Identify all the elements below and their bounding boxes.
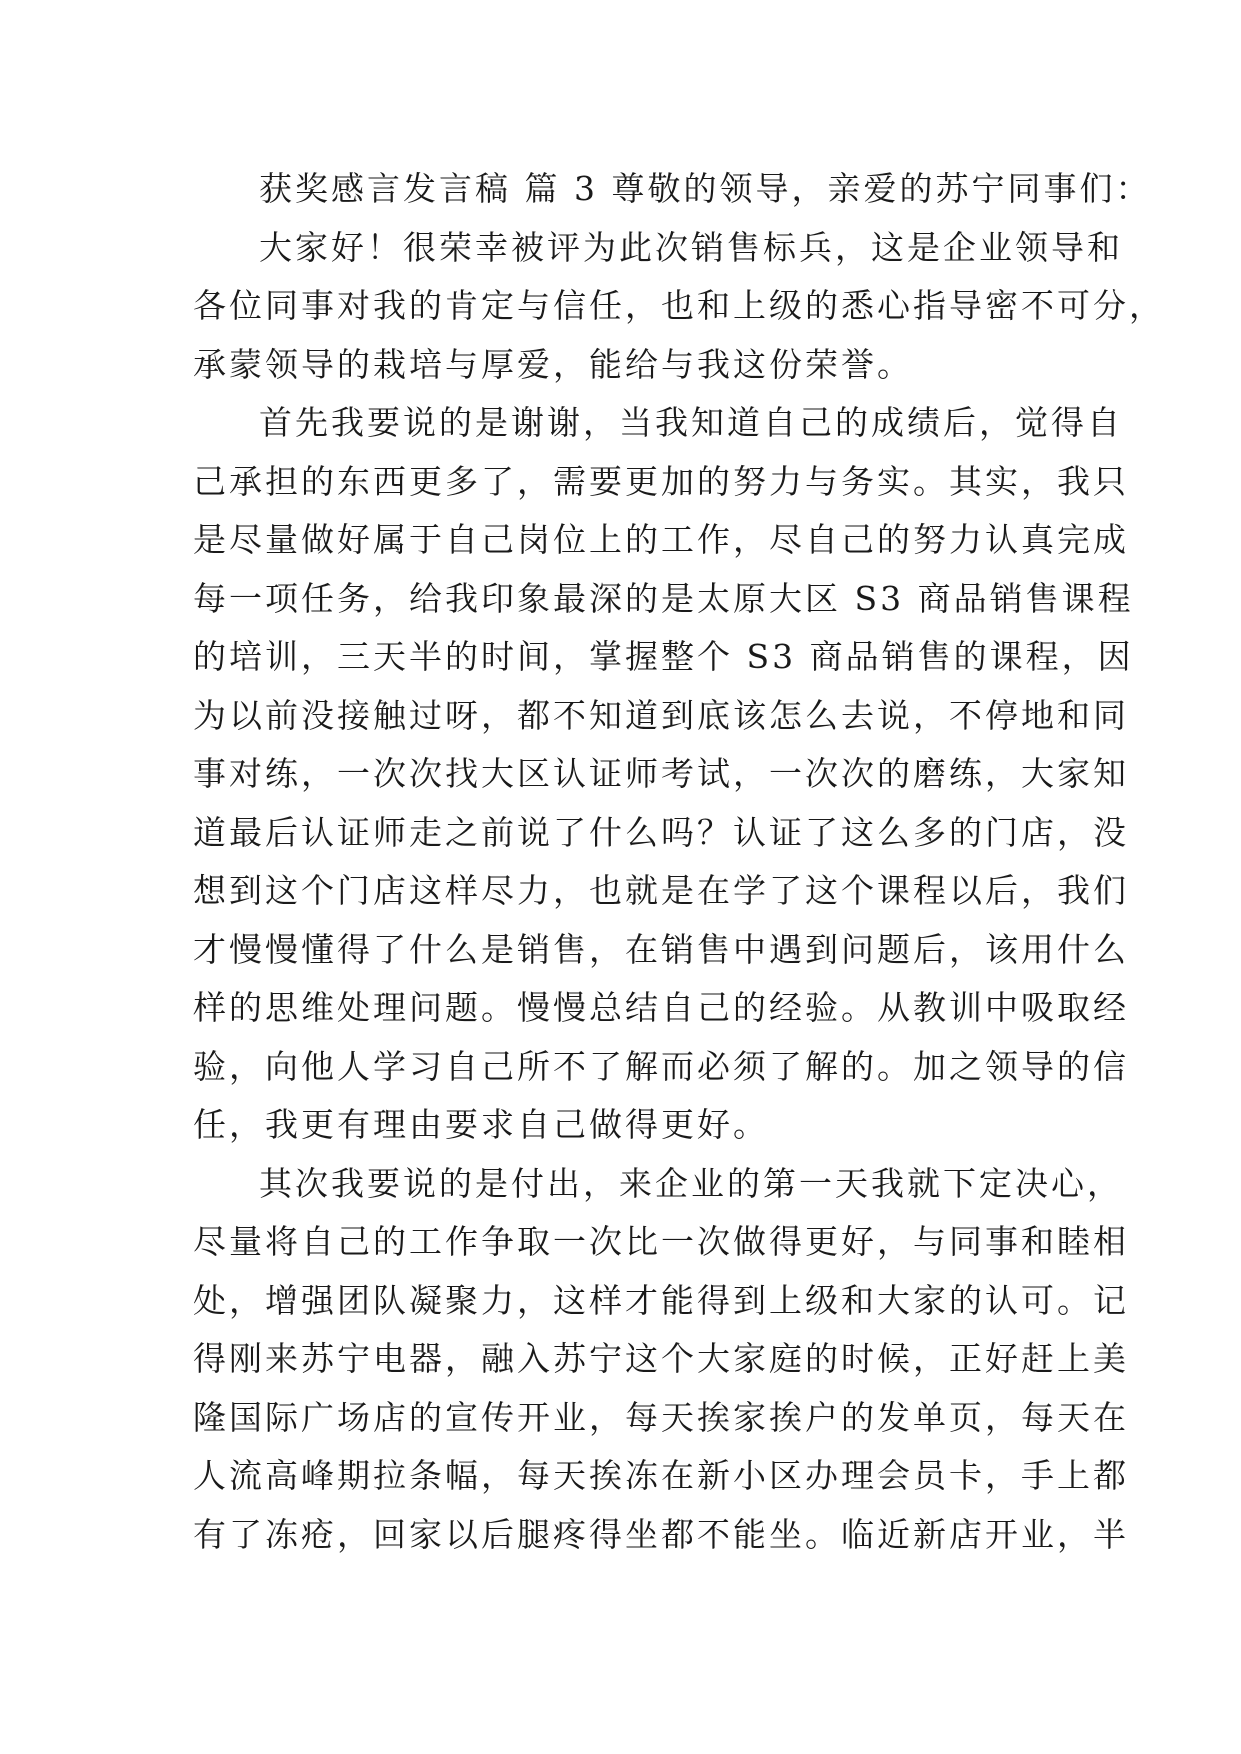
text-line: 隆国际广场店的宣传开业，每天挨家挨户的发单页，每天在	[193, 1397, 1129, 1437]
text-line: 为以前没接触过呀，都不知道到底该怎么去说，不停地和同	[193, 695, 1129, 735]
text-line: 处，增强团队凝聚力，这样才能得到上级和大家的认可。记	[193, 1280, 1129, 1320]
text-line: 是尽量做好属于自己岗位上的工作，尽自己的努力认真完成	[193, 520, 1129, 559]
text-line: 其次我要说的是付出，来企业的第一天我就下定决心，	[259, 1163, 1123, 1203]
paragraph-effort	[193, 1155, 1129, 1565]
text-line: 人流高峰期拉条幅，每天挨冻在新小区办理会员卡，手上都	[193, 1456, 1129, 1495]
text-line: 得刚来苏宁电器，融入苏宁这个大家庭的时候，正好赶上美	[193, 1339, 1129, 1378]
paragraph-thanks	[193, 394, 1134, 1155]
text-line: 事对练，一次次找大区认证师考试，一次次的磨练，大家知	[193, 754, 1129, 793]
paragraph-greeting	[193, 219, 1165, 395]
text-line: 尽量将自己的工作争取一次比一次做得更好，与同事和睦相	[193, 1222, 1129, 1261]
text-line: 获奖感言发言稿 篇 3 尊敬的领导，亲爱的苏宁同事们：	[259, 169, 1152, 208]
text-line: 各位同事对我的肯定与信任，也和上级的悉心指导密不可分，	[193, 286, 1165, 325]
text-line: 才慢慢懂得了什么是销售，在销售中遇到问题后，该用什么	[193, 929, 1129, 969]
text-line: 的培训，三天半的时间，掌握整个 S3 商品销售的课程，因	[193, 637, 1134, 676]
text-line: 想到这个门店这样尽力，也就是在学了这个课程以后，我们	[193, 871, 1129, 910]
text-line: 有了冻疮，回家以后腿疼得坐都不能坐。临近新店开业，半	[193, 1514, 1129, 1554]
document-body	[193, 160, 1165, 1564]
text-line: 己承担的东西更多了，需要更加的努力与务实。其实，我只	[193, 461, 1129, 501]
text-line: 样的思维处理问题。慢慢总结自己的经验。从教训中吸取经	[193, 988, 1129, 1027]
text-line: 承蒙领导的栽培与厚爱，能给与我这份荣誉。	[193, 344, 913, 384]
text-line: 验，向他人学习自己所不了解而必须了解的。加之领导的信	[193, 1046, 1129, 1086]
text-line: 道最后认证师走之前说了什么吗？认证了这么多的门店，没	[193, 812, 1129, 852]
text-line: 任，我更有理由要求自己做得更好。	[193, 1105, 769, 1144]
text-line: 每一项任务，给我印象最深的是太原大区 S3 商品销售课程	[193, 578, 1134, 618]
text-line: 首先我要说的是谢谢，当我知道自己的成绩后，觉得自	[259, 403, 1123, 442]
paragraph-title	[193, 160, 1152, 219]
text-line: 大家好！很荣幸被评为此次销售标兵，这是企业领导和	[259, 227, 1123, 267]
